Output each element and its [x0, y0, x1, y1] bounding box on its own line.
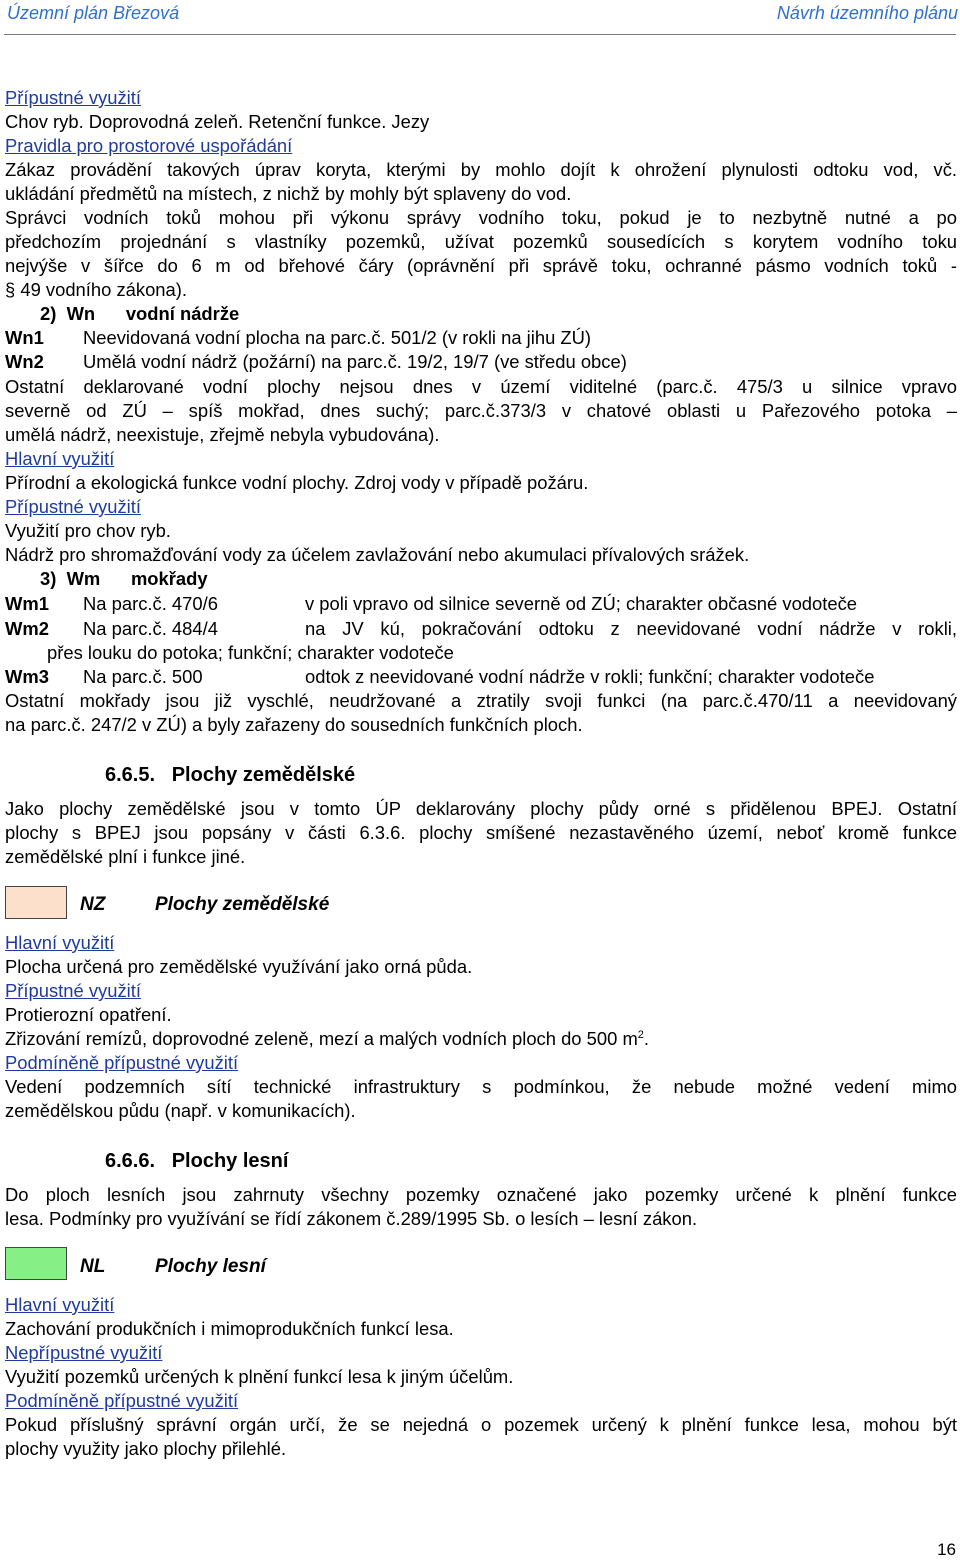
section-title-666: 6.6.6. Plochy lesní [105, 1150, 289, 1172]
subsection-wn-heading: 2) Wn vodní nádrže [40, 303, 240, 324]
paragraph-line: Zákaz provádění takových úprav koryta, kterými by mohlo dojít k ohrožení plynulosti odtoku vod, vč. [5, 159, 957, 180]
paragraph-line: Do ploch lesních jsou zahrnuty všechny pozemky označené jako pozemky určené k plnění funkce [5, 1184, 957, 1205]
paragraph-line: Zachování produkčních i mimoprodukčních funkcí lesa. [5, 1318, 454, 1339]
wm2-row [5, 617, 957, 641]
header-divider [4, 34, 956, 35]
paragraph-line: zemědělské plní i funkce jiné. [5, 846, 246, 867]
wm1-text: v poli vpravo od silnice severně od ZÚ; charakter občasné vodoteče [305, 593, 858, 614]
paragraph-line: Využití pro chov ryb. [5, 520, 171, 541]
heading-pravidla: Pravidla pro prostorové uspořádání [5, 135, 293, 156]
page-number: 16 [937, 1540, 956, 1559]
legend-code-nl: NL [80, 1256, 106, 1277]
paragraph-line: Správci vodních toků mohou při výkonu správy vodního toku, pokud je to nezbytně nutné a po [5, 207, 957, 228]
heading-hlavni-vyuziti: Hlavní využití [5, 1294, 115, 1315]
wm2-text: na JV kú, pokračování odtoku z neevidované vodní nádrže v rokli, [305, 618, 957, 639]
subsection-wm-heading: 3) Wm mokřady [40, 568, 208, 589]
wm3-code: Wm3 [5, 666, 49, 687]
paragraph-line: Vedení podzemních sítí technické infrastruktury s podmínkou, že nebude možné vedení mimo [5, 1076, 957, 1097]
paragraph-line: plochy využity jako plochy přilehlé. [5, 1438, 287, 1459]
paragraph-line: Pokud příslušný správní orgán určí, že se nejedná o pozemek určený k plnění funkce lesa, mohou být [5, 1414, 957, 1435]
paragraph-line: Ostatní mokřady jsou již vyschlé, neudržované a ztratily svoji funkci (na parc.č.470/11 a neevidovaný [5, 690, 957, 711]
wm2-parcel: Na parc.č. 484/4 [83, 618, 218, 639]
paragraph-line: Plocha určená pro zemědělské využívání jako orná půda. [5, 956, 473, 977]
paragraph-line: Přírodní a ekologická funkce vodní plochy. Zdroj vody v případě požáru. [5, 472, 589, 493]
heading-podminene-pripustne: Podmíněně přípustné využití [5, 1052, 239, 1073]
wn2-row [5, 350, 957, 374]
paragraph-line: plochy s BPEJ jsou popsány v části 6.3.6. plochy smíšené nezastavěného území, neboť kromě funkce [5, 822, 957, 843]
wn1-text: Neevidovaná vodní plocha na parc.č. 501/2 (v rokli na jihu ZÚ) [83, 327, 592, 348]
superscript: 2 [637, 1029, 644, 1041]
heading-pripustne-vyuziti: Přípustné využití [5, 980, 141, 1001]
paragraph-line: Protierozní opatření. [5, 1004, 172, 1025]
paragraph-line: nejvýše v šířce do 6 m od břehové čáry (oprávnění při správě toku, ochranné pásmo vodních toků - [5, 255, 957, 276]
legend-swatch-nl [5, 1247, 67, 1280]
heading-pripustne-vyuziti: Přípustné využití [5, 496, 141, 517]
wm2-code: Wm2 [5, 618, 49, 639]
heading-hlavni-vyuziti: Hlavní využití [5, 448, 115, 469]
wn2-code: Wn2 [5, 351, 44, 372]
legend-name-nz: Plochy zemědělské [155, 894, 330, 915]
paragraph-end: . [643, 1028, 650, 1049]
heading-hlavni-vyuziti: Hlavní využití [5, 932, 115, 953]
wm1-parcel: Na parc.č. 470/6 [83, 593, 218, 614]
heading-pripustne-vyuziti: Přípustné využití [5, 87, 141, 108]
wm1-code: Wm1 [5, 593, 49, 614]
paragraph-line: Ostatní deklarované vodní plochy nejsou dnes v území viditelné (parc.č. 475/3 u silnice vpravo [5, 376, 957, 397]
paragraph-line: Jako plochy zemědělské jsou v tomto ÚP deklarovány plochy půdy orné s přidělenou BPEJ. Ostatní [5, 798, 957, 819]
legend-swatch-nz [5, 886, 67, 919]
section-title-665: 6.6.5. Plochy zemědělské [105, 764, 356, 786]
wm1-row [5, 592, 957, 616]
wn1-code: Wn1 [5, 327, 44, 348]
legend-code-nz: NZ [80, 894, 106, 915]
paragraph-line: Chov ryb. Doprovodná zeleň. Retenční funkce. Jezy [5, 111, 430, 132]
paragraph-line-with-superscript [5, 1027, 957, 1051]
header-right-title: Návrh územního plánu [776, 3, 958, 23]
wm3-text: odtok z neevidované vodní nádrže v rokli; funkční; charakter vodoteče [305, 666, 875, 687]
paragraph-line: Nádrž pro shromažďování vody za účelem zavlažování nebo akumulaci přívalových srážek. [5, 544, 750, 565]
paragraph-line: zemědělskou půdu (např. v komunikacích). [5, 1100, 356, 1121]
paragraph-text: Zřizování remízů, doprovodné zeleně, mezí a malých vodních ploch do 500 m [5, 1028, 638, 1049]
paragraph-line: umělá nádrž, neexistuje, zřejmě nebyla vybudována). [5, 424, 440, 445]
heading-podminene-pripustne: Podmíněně přípustné využití [5, 1390, 239, 1411]
paragraph-line: předchozím projednání s vlastníky pozemků, užívat pozemků sousedících s korytem vodního toku [5, 231, 957, 252]
paragraph-line: § 49 vodního zákona). [5, 279, 187, 300]
paragraph-line: ukládání předmětů na místech, z nichž by mohly být splaveny do vod. [5, 183, 572, 204]
header-left-title: Územní plán Březová [7, 3, 180, 23]
paragraph-line: severně od ZÚ – spíš mokřad, dnes suchý; parc.č.373/3 v chatové oblasti u Pařezového potoka – [5, 400, 957, 421]
wm3-parcel: Na parc.č. 500 [83, 666, 203, 687]
wn2-text: Umělá vodní nádrž (požární) na parc.č. 19/2, 19/7 (ve středu obce) [83, 351, 627, 372]
paragraph-line: na parc.č. 247/2 v ZÚ) a byly zařazeny do sousedních funkčních ploch. [5, 714, 583, 735]
wm2-continuation: přes louku do potoka; funkční; charakter vodoteče [47, 642, 454, 663]
heading-nepripustne-vyuziti: Nepřípustné využití [5, 1342, 163, 1363]
paragraph-line: Využití pozemků určených k plnění funkcí lesa k jiným účelům. [5, 1366, 514, 1387]
paragraph-line: lesa. Podmínky pro využívání se řídí zákonem č.289/1995 Sb. o lesích – lesní zákon. [5, 1208, 698, 1229]
wm3-row [5, 665, 957, 689]
legend-name-nl: Plochy lesní [155, 1256, 266, 1277]
wn1-row [5, 326, 957, 350]
